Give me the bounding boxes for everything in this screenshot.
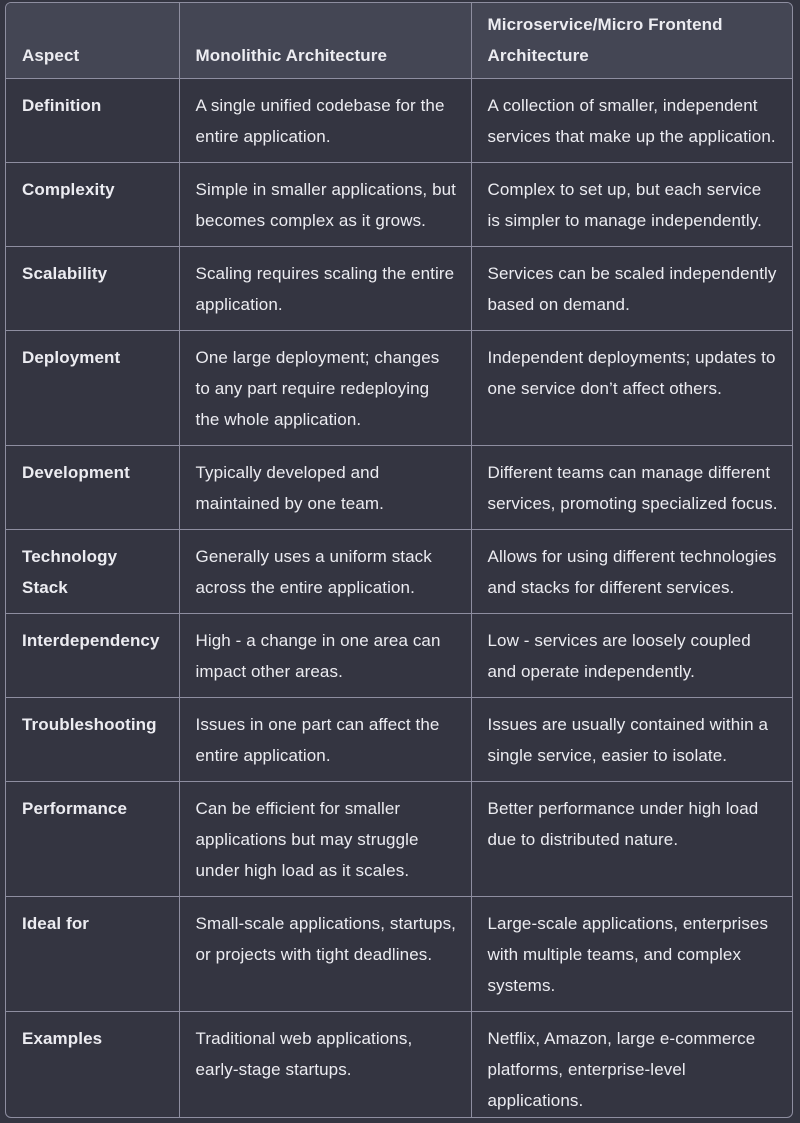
row-aspect-cell: Examples: [6, 1012, 179, 1119]
row-monolithic-cell: Small-scale applications, startups, or projects with tight deadlines.: [179, 897, 471, 1012]
row-microservice-cell: Low - services are loosely coupled and operate independently.: [471, 614, 792, 698]
row-aspect-cell: Complexity: [6, 163, 179, 247]
row-monolithic-cell: High - a change in one area can impact other areas.: [179, 614, 471, 698]
row-monolithic-cell: One large deployment; changes to any part require redeploying the whole application.: [179, 331, 471, 446]
row-monolithic-cell: Issues in one part can affect the entire application.: [179, 698, 471, 782]
row-monolithic-cell: A single unified codebase for the entire application.: [179, 79, 471, 163]
row-microservice-cell: Different teams can manage different services, promoting specialized focus.: [471, 446, 792, 530]
row-monolithic-cell: Generally uses a uniform stack across the entire application.: [179, 530, 471, 614]
table-row: [6, 247, 792, 331]
row-aspect-cell: Development: [6, 446, 179, 530]
row-microservice-cell: Better performance under high load due to distributed nature.: [471, 782, 792, 897]
table-row: [6, 446, 792, 530]
table-row: [6, 1012, 792, 1119]
row-aspect-cell: Performance: [6, 782, 179, 897]
row-microservice-cell: Netflix, Amazon, large e-commerce platforms, enterprise-level applications.: [487, 1029, 756, 1110]
row-microservice-cell: Issues are usually contained within a single service, easier to isolate.: [471, 698, 792, 782]
header-monolithic: Monolithic Architecture: [179, 3, 471, 79]
row-microservice-cell: Allows for using different technologies and stacks for different services.: [471, 530, 792, 614]
row-monolithic-cell: Traditional web applications, early-stage startups.: [179, 1012, 471, 1119]
table-row: [6, 530, 792, 614]
row-monolithic-cell: Typically developed and maintained by one team.: [179, 446, 471, 530]
table-row: [6, 897, 792, 1012]
comparison-table-container: [5, 2, 793, 1118]
row-microservice-cell: Complex to set up, but each service is simpler to manage independently.: [471, 163, 792, 247]
row-aspect-cell: Scalability: [6, 247, 179, 331]
row-microservice-cell: Large-scale applications, enterprises with multiple teams, and complex systems.: [471, 897, 792, 1012]
table-row: [6, 782, 792, 897]
header-microservice: Microservice/Micro Frontend Architecture: [471, 3, 792, 79]
row-aspect-cell: Interdependency: [6, 614, 179, 698]
table-row: [6, 614, 792, 698]
row-aspect-cell: Definition: [6, 79, 179, 163]
row-aspect-cell: Ideal for: [6, 897, 179, 1012]
row-aspect-cell: Deployment: [6, 331, 179, 446]
row-monolithic-cell: Simple in smaller applications, but becomes complex as it grows.: [179, 163, 471, 247]
row-monolithic-cell: Can be efficient for smaller applications but may struggle under high load as it scales.: [179, 782, 471, 897]
row-aspect-cell: Technology Stack: [6, 530, 179, 614]
architecture-comparison-table: [6, 3, 792, 1118]
row-microservice-cell: A collection of smaller, independent services that make up the application.: [471, 79, 792, 163]
row-microservice-cell: Independent deployments; updates to one service don’t affect others.: [471, 331, 792, 446]
table-header: [6, 3, 792, 79]
header-aspect: Aspect: [6, 3, 179, 79]
row-microservice-cell: Services can be scaled independently based on demand.: [471, 247, 792, 331]
table-row: [6, 331, 792, 446]
table-body: [6, 79, 792, 1119]
row-monolithic-cell: Scaling requires scaling the entire application.: [179, 247, 471, 331]
table-row: [6, 79, 792, 163]
header-row: [6, 3, 792, 79]
table-row: [6, 163, 792, 247]
row-aspect-cell: Troubleshooting: [6, 698, 179, 782]
table-row: [6, 698, 792, 782]
